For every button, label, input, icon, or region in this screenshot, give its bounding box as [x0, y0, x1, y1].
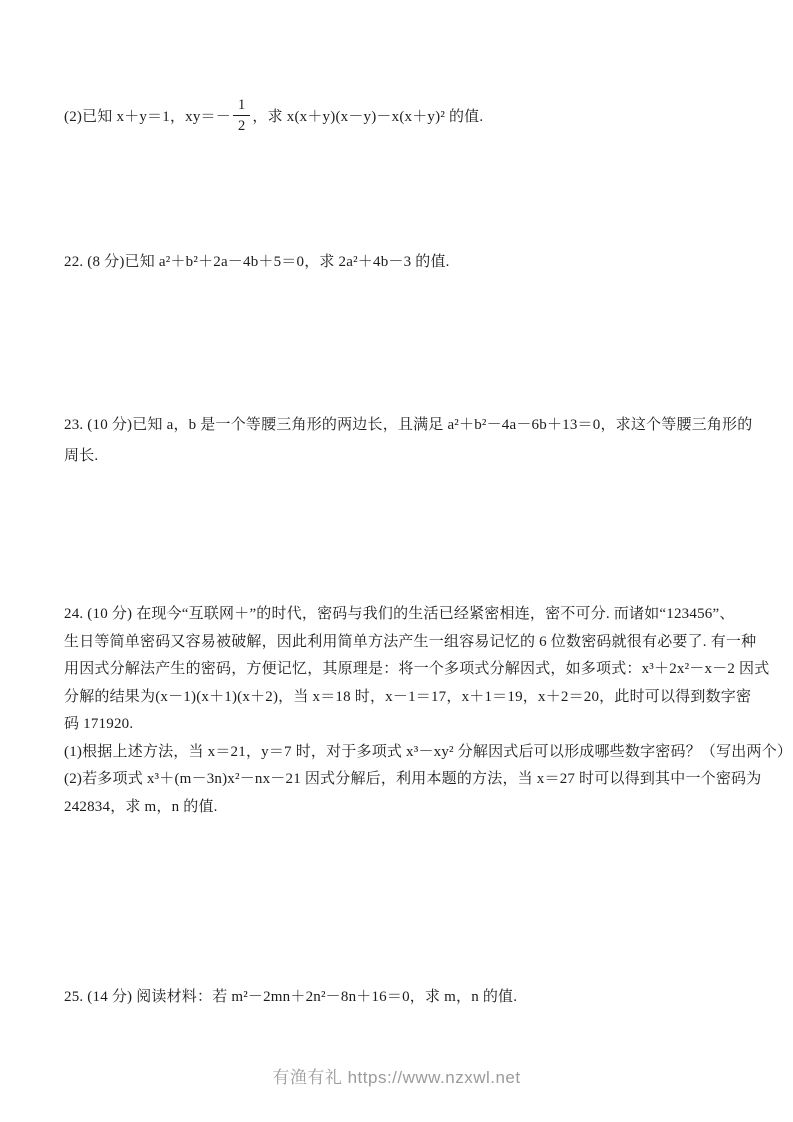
problem-25-text: 25. (14 分) 阅读材料：若 m²－2mn＋2n²－8n＋16＝0，求 m，n 的值. — [64, 989, 518, 1005]
fraction-numerator: 1 — [233, 96, 250, 116]
problem-23 — [64, 410, 754, 472]
problem-24-line-3: 用因式分解法产生的密码，方便记忆，其原理是：将一个多项式分解因式，如多项式：x³＋2x²－x－2 因式 — [64, 661, 770, 677]
problem-24-line-4: 分解的结果为(x－1)(x＋1)(x＋2)，当 x＝18 时，x－1＝17，x＋1＝19，x＋2＝20，此时可以得到数字密 — [64, 688, 752, 705]
problem-21-part2 — [64, 96, 754, 135]
problem-24-question-1: (1)根据上述方法，当 x＝21，y＝7 时，对于多项式 x³－xy² 分解因式后可以形成哪些数字密码？（写出两个） — [64, 743, 793, 760]
problem-22 — [64, 249, 754, 277]
problem-24 — [64, 601, 793, 821]
problem-24-line-2: 生日等简单密码又容易被破解，因此利用简单方法产生一组容易记忆的 6 位数密码就很有必要了. 有一种 — [64, 633, 757, 650]
problem-24-question-2-cont: 242834，求 m，n 的值. — [64, 798, 218, 815]
problem-24-question-2: (2)若多项式 x³＋(m－3n)x²－nx－21 因式分解后，利用本题的方法，当 x＝27 时可以得到其中一个密码为 — [64, 771, 762, 787]
problem-25 — [64, 984, 754, 1012]
fraction-one-half — [233, 96, 250, 135]
problem-24-line-5: 码 171920. — [64, 716, 134, 732]
problem-22-text: 22. (8 分)已知 a²＋b²＋2a－4b＋5＝0，求 2a²＋4b－3 的值. — [64, 254, 450, 270]
problem-23-line-2: 周长. — [64, 448, 99, 464]
problem-23-line-1: 23. (10 分)已知 a，b 是一个等腰三角形的两边长，且满足 a²＋b²－4a－6b＋13＝0，求这个等腰三角形的 — [64, 417, 753, 433]
problem-24-line-1: 24. (10 分) 在现今“互联网＋”的时代，密码与我们的生活已经紧密相连，密不可分. 而诸如“123456”、 — [64, 606, 735, 622]
problem-21-part2-text-after: ，求 x(x＋y)(x－y)－x(x＋y)² 的值. — [252, 109, 484, 126]
footer-watermark: 有渔有礼 https://www.nzxwl.net — [272, 1068, 521, 1087]
fraction-denominator: 2 — [237, 118, 246, 135]
problem-21-part2-text-before: (2)已知 x＋y＝1，xy＝－ — [64, 109, 231, 126]
